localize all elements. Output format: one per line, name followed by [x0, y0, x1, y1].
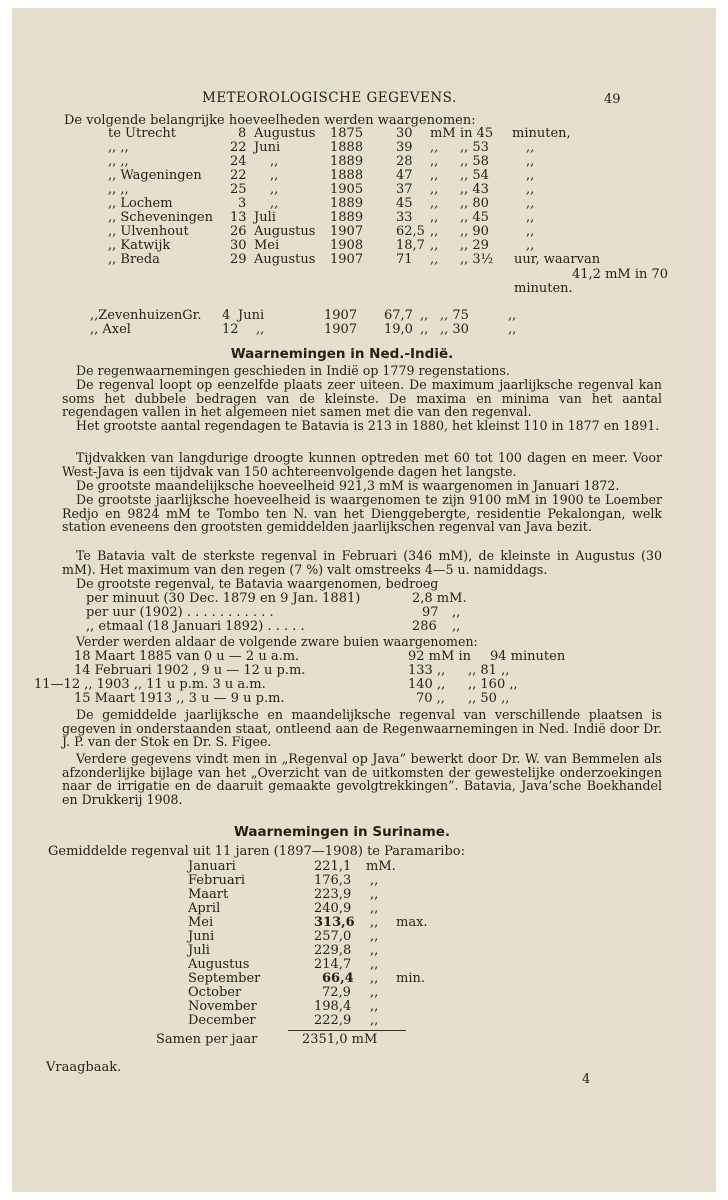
year-cell: 1888 [330, 140, 364, 155]
tail-cell: ,, [526, 210, 535, 225]
footer-signature: Vraagbaak. [46, 1060, 122, 1075]
month-unit: ,, [370, 957, 379, 972]
month-cell: Augustus [254, 224, 316, 239]
month-unit: ,, [370, 929, 379, 944]
day-cell: 3 [238, 196, 247, 211]
duration-cell: ,, 29 [460, 238, 489, 253]
month-value: 223,9 [314, 887, 352, 902]
month-cell: Augustus [254, 252, 316, 267]
tail-cell: ,, [526, 154, 535, 169]
breda-note: minuten. [514, 281, 573, 296]
duration-cell: in 45 [460, 126, 494, 141]
month-value: 313,6 [314, 915, 355, 930]
amount-cell: 47 [396, 168, 413, 183]
shower-amount: 70 ,, [416, 691, 445, 706]
year-cell: 1889 [330, 154, 364, 169]
month-name: November [188, 999, 257, 1014]
place-cell: ,, Lochem [108, 196, 173, 211]
month-value: 176,3 [314, 873, 352, 888]
shower-date: 15 Maart 1913 ,, 3 u — 9 u p.m. [74, 691, 285, 706]
month-unit: mM. [366, 859, 396, 874]
shower-duration: ,, 50 ,, [468, 691, 510, 706]
year-cell: 1907 [324, 308, 358, 323]
duration-cell: ,, 43 [460, 182, 489, 197]
suriname-intro: Gemiddelde regenval uit 11 jaren (1897—1908) te Paramaribo: [48, 844, 465, 859]
place-cell: ,, ,, [108, 140, 129, 155]
month-unit: ,, [370, 915, 379, 930]
amount-cell: 28 [396, 154, 413, 169]
unit-cell: ,, [420, 322, 429, 337]
breda-note: 41,2 mM in 70 [572, 267, 669, 282]
day-cell: 4 [222, 308, 231, 323]
tail-cell: minuten, [512, 126, 571, 141]
month-cell: ,, [270, 196, 279, 211]
month-note: min. [396, 971, 425, 986]
amount-cell: 19,0 [384, 322, 413, 337]
year-cell: 1888 [330, 168, 364, 183]
day-cell: 24 [230, 154, 247, 169]
unit-cell: ,, [430, 182, 439, 197]
month-name: Januari [188, 859, 236, 874]
shower-date: 14 Februari 1902 , 9 u — 12 u p.m. [74, 663, 306, 678]
section-heading-suriname: Waarnemingen in Suriname. [233, 824, 451, 840]
month-value: 221,1 [314, 859, 352, 874]
amount-cell: 67,7 [384, 308, 413, 323]
month-value: 66,4 [322, 971, 354, 986]
month-unit: ,, [370, 999, 379, 1014]
month-value: 222,9 [314, 1013, 352, 1028]
tail-cell: ,, [508, 322, 517, 337]
place-cell: ,, ,, [108, 182, 129, 197]
page-number: 49 [604, 92, 621, 107]
day-cell: 12 [222, 322, 239, 337]
shower-date: 11—12 ,, 1903 ,, 11 u p.m. 3 u a.m. [34, 677, 266, 692]
duration-cell: ,, 80 [460, 196, 489, 211]
unit-cell: ,, [420, 308, 429, 323]
year-cell: 1889 [330, 210, 364, 225]
month-unit: ,, [370, 873, 379, 888]
intro-line: De volgende belangrijke hoeveelheden werden waargenomen: [64, 113, 476, 128]
unit-cell: ,, [430, 238, 439, 253]
month-name: December [188, 1013, 256, 1028]
month-cell: Mei [254, 238, 280, 253]
month-cell: Juni [238, 308, 265, 323]
tail-cell: ,, [526, 224, 535, 239]
shower-amount: 140 ,, [408, 677, 446, 692]
footer-sheet-mark: 4 [582, 1072, 591, 1087]
tail-cell: ,, [526, 196, 535, 211]
paragraph: Het grootste aantal regendagen te Batavia is 213 in 1880, het kleinst 110 in 1877 en 1891. [76, 418, 660, 433]
amount-cell: 37 [396, 182, 413, 197]
shower-duration: ,, 81 ,, [468, 663, 510, 678]
document-page [12, 8, 716, 1192]
unit-cell: ,, [430, 140, 439, 155]
place-cell: ,, Scheveningen [108, 210, 213, 225]
duration-cell: ,, 75 [440, 308, 469, 323]
duration-cell: ,, 90 [460, 224, 489, 239]
place-cell: ,, Ulvenhout [108, 224, 189, 239]
place-cell: ,, Axel [90, 322, 131, 337]
month-unit: ,, [370, 887, 379, 902]
place-cell: ,, Breda [108, 252, 160, 267]
total-value: 2351,0 mM [302, 1032, 378, 1047]
paragraph: Te Batavia valt de sterkste regenval in Februari (346 mM), de kleinste in Augustus (30 mM). Het maximum van den regen (7 %) valt omstreeks 4—5 u. namiddags. [62, 548, 662, 577]
month-name: April [188, 901, 221, 916]
paragraph: De regenval loopt op eenzelfde plaats zeer uiteen. De maximum jaarlijksche regenval kan soms het dubbele bedragen van de kleinste. De maxima en minima van het aantal regendagen vallen in het algemeen niet samen met die van den regenval. [62, 377, 662, 420]
month-value: 198,4 [314, 999, 352, 1014]
place-cell: ,, Katwijk [108, 238, 171, 253]
day-cell: 25 [230, 182, 247, 197]
tail-cell: uur, waarvan [514, 252, 601, 267]
month-value: 257,0 [314, 929, 352, 944]
total-label: Samen per jaar [156, 1032, 258, 1047]
month-cell: ,, [256, 322, 265, 337]
duration-cell: ,, 3½ [460, 252, 494, 267]
record-label: ,, etmaal (18 Januari 1892) . . . . . [86, 619, 305, 634]
month-unit: ,, [370, 971, 379, 986]
amount-cell: 39 [396, 140, 413, 155]
record-value: 97 [422, 605, 439, 620]
year-cell: 1875 [330, 126, 364, 141]
duration-cell: ,, 58 [460, 154, 489, 169]
duration-cell: ,, 45 [460, 210, 489, 225]
month-unit: ,, [370, 985, 379, 1000]
month-cell: Juni [254, 140, 281, 155]
month-name: Februari [188, 873, 246, 888]
place-cell: ,,ZevenhuizenGr. [90, 308, 202, 323]
day-cell: 22 [230, 168, 247, 183]
year-cell: 1907 [324, 322, 358, 337]
month-value: 72,9 [322, 985, 351, 1000]
unit-cell: ,, [430, 154, 439, 169]
month-unit: ,, [370, 943, 379, 958]
day-cell: 26 [230, 224, 247, 239]
record-unit: ,, [452, 605, 461, 620]
place-cell: ,, Wageningen [108, 168, 202, 183]
month-note: max. [396, 915, 428, 930]
month-name: Juni [188, 929, 215, 944]
month-name: Juli [188, 943, 210, 958]
paragraph: De grootste regenval, te Batavia waargenomen, bedroeg [76, 576, 439, 591]
year-cell: 1889 [330, 196, 364, 211]
paragraph: De regenwaarnemingen geschieden in Indië op 1779 regenstations. [76, 363, 510, 378]
month-value: 214,7 [314, 957, 352, 972]
record-label: per uur (1902) . . . . . . . . . . . [86, 605, 274, 620]
shower-duration: 94 minuten [490, 649, 566, 664]
month-name: Augustus [188, 957, 250, 972]
year-cell: 1905 [330, 182, 364, 197]
sum-rule [288, 1030, 406, 1031]
month-unit: ,, [370, 1013, 379, 1028]
day-cell: 13 [230, 210, 247, 225]
paragraph: De gemiddelde jaarlijksche en maandelijksche regenval van verschillende plaatsen is gegeven in onderstaanden staat, ontleend aan de Regenwaarnemingen in Ned. Indië door Dr. J. P. van der Stok en Dr. S. Figee. [62, 707, 662, 750]
unit-cell: ,, [430, 168, 439, 183]
day-cell: 8 [238, 126, 247, 141]
month-cell: Juli [254, 210, 276, 225]
duration-cell: ,, 53 [460, 140, 489, 155]
month-cell: ,, [270, 182, 279, 197]
day-cell: 29 [230, 252, 247, 267]
tail-cell: ,, [526, 182, 535, 197]
tail-cell: ,, [508, 308, 517, 323]
year-cell: 1907 [330, 224, 364, 239]
amount-cell: 30 [396, 126, 413, 141]
running-title: METEOROLOGISCHE GEGEVENS. [202, 90, 457, 106]
record-label: per minuut (30 Dec. 1879 en 9 Jan. 1881) [86, 591, 361, 606]
year-cell: 1908 [330, 238, 364, 253]
day-cell: 22 [230, 140, 247, 155]
unit-cell: mM [430, 126, 456, 141]
duration-cell: ,, 30 [440, 322, 469, 337]
place-cell: te Utrecht [108, 126, 177, 141]
tail-cell: ,, [526, 238, 535, 253]
paragraph: De grootste maandelijksche hoeveelheid 921,3 mM is waargenomen in Januari 1872. [76, 478, 620, 493]
amount-cell: 33 [396, 210, 413, 225]
paragraph: Verdere gegevens vindt men in „Regenval op Java” bewerkt door Dr. W. van Bemmelen als afzonderlijke bijlage van het „Overzicht van de uitkomsten der gewestelijke onderzoekingen naar de irrigatie en de daaruit gemaakte gevolgtrekkingen”. Batavia, Java’sche Boekhandel en Drukkerij 1908. [62, 751, 662, 807]
paragraph: Verder werden aldaar de volgende zware buien waargenomen: [76, 634, 478, 649]
tail-cell: ,, [526, 168, 535, 183]
shower-duration: ,, 160 ,, [468, 677, 518, 692]
amount-cell: 71 [396, 252, 413, 267]
shower-amount: 133 ,, [408, 663, 446, 678]
unit-cell: ,, [430, 252, 439, 267]
month-value: 240,9 [314, 901, 352, 916]
unit-cell: ,, [430, 196, 439, 211]
record-value: 2,8 mM. [412, 591, 467, 606]
shower-date: 18 Maart 1885 van 0 u — 2 u a.m. [74, 649, 300, 664]
record-value: 286 [412, 619, 437, 634]
duration-cell: ,, 54 [460, 168, 489, 183]
place-cell: ,, ,, [108, 154, 129, 169]
amount-cell: 45 [396, 196, 413, 211]
month-cell: ,, [270, 154, 279, 169]
tail-cell: ,, [526, 140, 535, 155]
section-heading-indie: Waarnemingen in Ned.-Indië. [230, 346, 454, 362]
month-name: Mei [188, 915, 214, 930]
paragraph: Tijdvakken van langdurige droogte kunnen optreden met 60 tot 100 dagen en meer. Voor West-Java is een tijdvak van 150 achtereenvolgende dagen het langste. [62, 450, 662, 479]
record-unit: ,, [452, 619, 461, 634]
year-cell: 1907 [330, 252, 364, 267]
month-name: Maart [188, 887, 229, 902]
amount-cell: 62,5 [396, 224, 425, 239]
month-value: 229,8 [314, 943, 352, 958]
month-unit: ,, [370, 901, 379, 916]
month-cell: ,, [270, 168, 279, 183]
paragraph: De grootste jaarlijksche hoeveelheid is waargenomen te zijn 9100 mM in 1900 te Loember Redjo en 9824 mM te Tombo ten N. van het Dienggebergte, residentie Pekalongan, welk station eveneens den grootsten gemiddelden jaarlijkschen regenval van Java bezit. [62, 492, 662, 535]
shower-amount: 92 mM in [408, 649, 471, 664]
month-name: October [188, 985, 242, 1000]
amount-cell: 18,7 [396, 238, 425, 253]
unit-cell: ,, [430, 224, 439, 239]
unit-cell: ,, [430, 210, 439, 225]
month-name: September [188, 971, 261, 986]
month-cell: Augustus [254, 126, 316, 141]
day-cell: 30 [230, 238, 247, 253]
